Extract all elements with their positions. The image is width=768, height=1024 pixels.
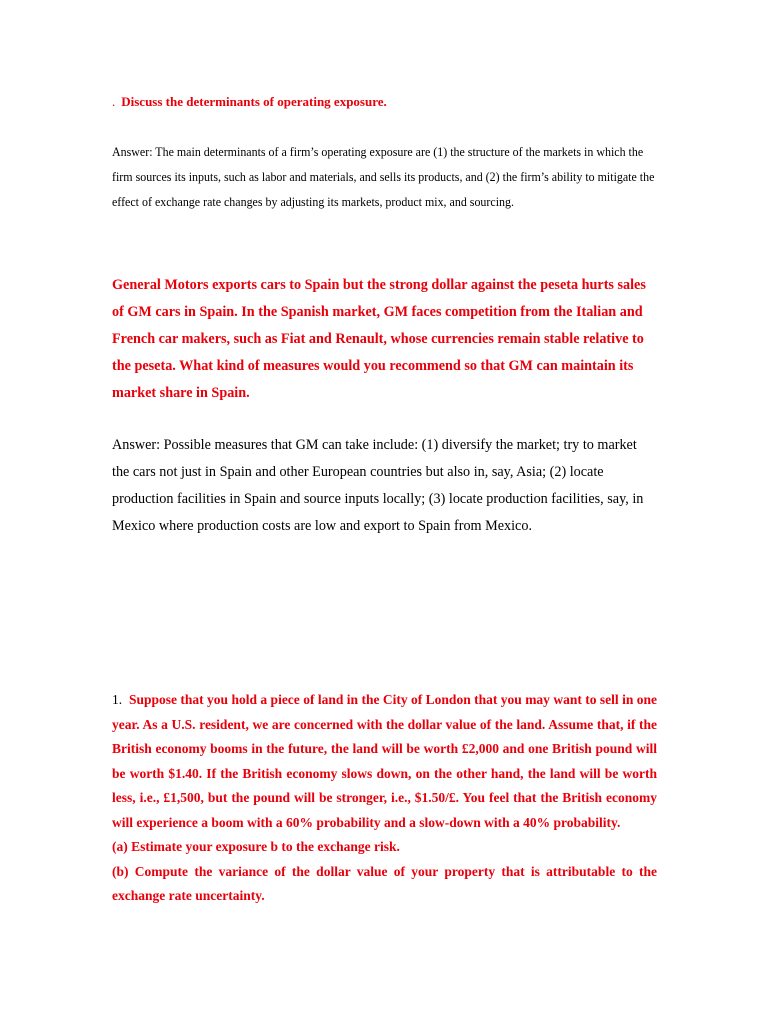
question-discuss-operating-exposure [112,92,658,112]
question-text: Discuss the determinants of operating exposure. [121,94,387,109]
question-london-land [112,688,657,909]
answer-operating-exposure: Answer: The main determinants of a firm’s operating exposure are (1) the structure of the markets in which the firm sources its inputs, such as labor and materials, and sells its products, and (2) the firm’s ability to mitigate the effect of exchange rate changes by adjusting its markets, product mix, and sourcing. [112,144,655,209]
question-part-a: (a) Estimate your exposure b to the exchange risk. [112,839,400,854]
question-gm-spain: General Motors exports cars to Spain but the strong dollar against the peseta hurts sales of GM cars in Spain. In the Spanish market, GM faces competition from the Italian and French car makers, such as Fiat and Renault, whose currencies remain stable relative to the peseta. What kind of measures would you recommend so that GM can maintain its market share in Spain. [112,277,646,401]
question-text: Suppose that you hold a piece of land in the City of London that you may want to sell in one year. As a U.S. resident, we are concerned with the dollar value of the land. Assume that, if the British economy booms in the future, the land will be worth £2,000 and one British pound will be worth $1.40. If the British economy slows down, on the other hand, the land will be worth less, i.e., £1,500, but the pound will be stronger, i.e., $1.50/£. You feel that the British economy will experience a boom with a 60% probability and a slow-down with a 40% probability. [112,692,657,830]
question-marker: . [112,94,116,109]
question-number: 1. [112,692,123,707]
answer-gm-spain: Answer: Possible measures that GM can take include: (1) diversify the market; try to market the cars not just in Spain and other European countries but also in, say, Asia; (2) locate production facilities in Spain and source inputs locally; (3) locate production facilities, say, in Mexico where production costs are low and export to Spain from Mexico. [112,437,644,534]
question-part-b: (b) Compute the variance of the dollar value of your property that is attributable to the exchange rate uncertainty. [112,863,657,903]
